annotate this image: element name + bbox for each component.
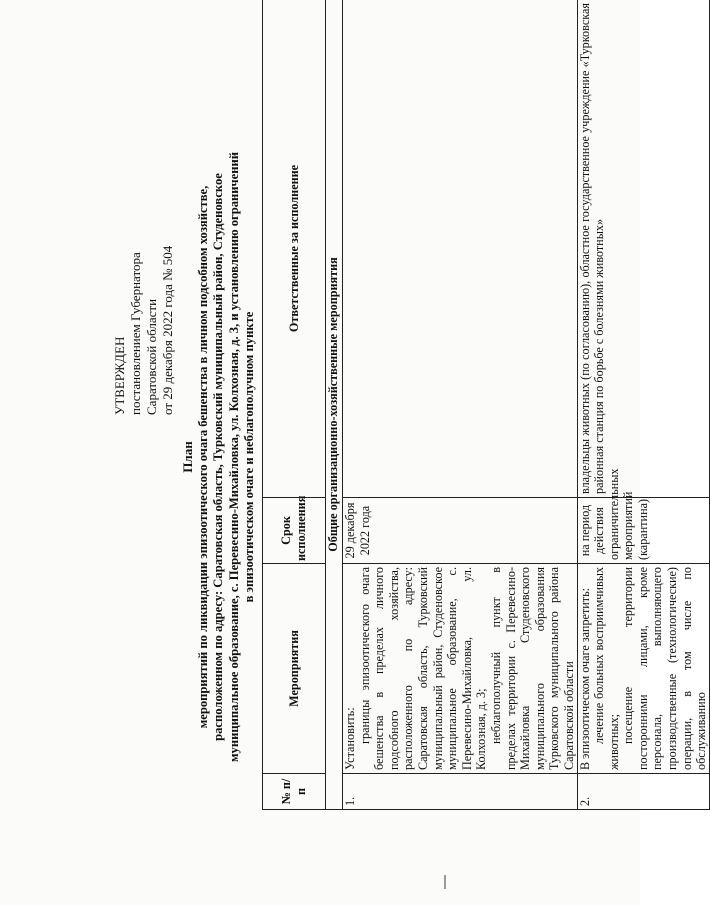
header-responsible: Ответственные за исполнение <box>263 0 326 498</box>
row-action <box>343 564 578 774</box>
table-row <box>343 0 578 810</box>
title-line-2: расположенном по адресу: Саратовская область, Турковский муниципальный район, Студеновское <box>211 173 225 741</box>
action-paragraph: границы эпизоотического очага бешенства в пределах личного подсобного хозяйства, расположенного по адресу: Саратовская область, Турковский муниципальный район, Студеновское муниципальное образование, с. Перевесино-Михайловка, ул. Колхозная, д. 3; <box>357 567 489 770</box>
action-paragraph: посещение территории посторонними лицами, кроме персонала, выполняющего производственные (технологические) операции, в том числе по обслуживанию <box>621 567 709 770</box>
row-responsible: владельцы животных (по согласованию), областное государственное учреждение «Турковская районная станция по борьбе с болезнями животных» <box>577 0 709 498</box>
approval-line-3: Саратовской области <box>144 298 159 415</box>
table-header-row <box>263 0 326 810</box>
header-num: № п/п <box>263 774 326 810</box>
approval-stamp <box>112 246 176 415</box>
row-term: 29 декабря 2022 года <box>343 498 578 564</box>
plan-table <box>262 0 710 810</box>
row-num: 1. <box>343 774 578 810</box>
approval-date: от 29 декабря 2022 года № 504 <box>160 245 175 415</box>
action-paragraph: неблагополучный пункт в пределах территории с. Перевесино-Михайловка Студеновского муниципального образования Турковского муниципального района Саратовской области <box>488 567 576 770</box>
section-title: Общие организационно-хозяйственные мероприятия <box>326 0 343 810</box>
action-intro: Установить: <box>343 707 357 770</box>
title-line-3: муниципальное образование, с. Перевесино-Михайловка, ул. Колхозная, д. 3, и установлению ограничений <box>226 151 241 763</box>
title-line-1: мероприятий по ликвидации эпизоотического очага бешенства в личном подсобном хозяйстве, <box>195 185 210 729</box>
section-row <box>326 0 343 810</box>
title-line-4: в эпизоотическом очаге и неблагополучном пункте <box>242 311 256 603</box>
approval-word: УТВЕРЖДЕН <box>112 336 127 415</box>
row-action <box>577 564 709 774</box>
approval-line-2: постановлением Губернатора <box>128 252 143 415</box>
table-row <box>577 0 709 810</box>
action-intro: В эпизоотическом очаге запретить: <box>577 587 592 770</box>
title-heading: План <box>180 441 195 473</box>
header-term: Срок исполнения <box>263 498 326 564</box>
document-title <box>180 87 258 827</box>
row-responsible <box>343 0 578 498</box>
row-num: 2. <box>577 774 709 810</box>
action-paragraph: лечение больных восприимчивых животных; <box>592 567 621 770</box>
header-action: Мероприятия <box>263 564 326 774</box>
row-term: на период действия ограничительных мероприятий (карантина) <box>577 498 709 564</box>
